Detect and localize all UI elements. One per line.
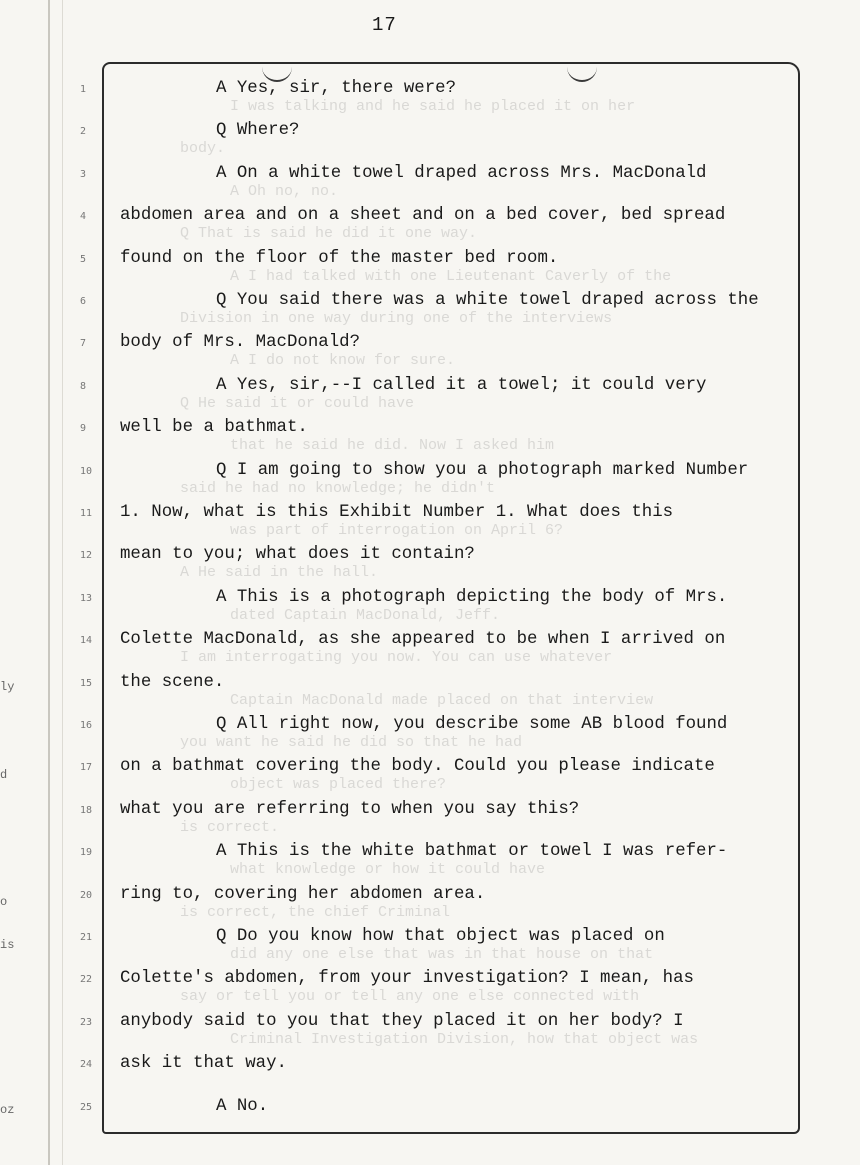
bleed-through-line: A I do not know for sure. xyxy=(230,352,456,370)
transcript-line: ask it that way. xyxy=(120,1054,287,1074)
bleed-through-line: said he had no knowledge; he didn't xyxy=(180,479,496,497)
line-number: 23 xyxy=(80,1016,93,1028)
transcript-line: abdomen area and on a sheet and on a bed cover, bed spread xyxy=(120,206,726,226)
bleed-through-line: dated Captain MacDonald, Jeff. xyxy=(230,606,501,624)
line-number: 1 xyxy=(80,84,87,95)
line-number: 21 xyxy=(80,932,93,943)
margin-mark: ly xyxy=(0,680,15,694)
transcript-line: Q Where? xyxy=(216,121,300,141)
line-number: 3 xyxy=(80,168,87,180)
transcript-line: Q All right now, you describe some AB blood found xyxy=(216,715,728,734)
margin-mark: oz xyxy=(0,1103,15,1117)
binding-line xyxy=(48,0,50,1165)
line-number: 18 xyxy=(80,804,93,816)
line-number: 5 xyxy=(80,253,87,265)
bleed-through-line: Division in one way during one of the interviews xyxy=(180,310,613,327)
transcript-line: A Yes, sir, there were? xyxy=(216,79,457,98)
transcript-line: Q You said there was a white towel draped across the xyxy=(216,291,759,310)
line-number: 14 xyxy=(80,635,93,647)
transcript-line: what you are referring to when you say this? xyxy=(120,799,580,819)
line-number: 24 xyxy=(80,1059,93,1071)
transcript-line: A No. xyxy=(216,1096,269,1116)
line-number: 13 xyxy=(80,592,93,604)
line-number: 20 xyxy=(80,889,93,901)
transcript-line: Q I am going to show you a photograph marked Number xyxy=(216,460,749,480)
bleed-through-line: A He said in the hall. xyxy=(180,564,379,582)
transcript-line: well be a bathmat. xyxy=(120,418,308,438)
bleed-through-line: that he said he did. Now I asked him xyxy=(230,437,555,455)
transcript-line: 1. Now, what is this Exhibit Number 1. What does this xyxy=(120,503,674,522)
line-number: 12 xyxy=(80,550,93,562)
line-number: 11 xyxy=(80,508,93,519)
transcript-line: A This is the white bathmat or towel I was refer- xyxy=(216,842,728,862)
line-number: 15 xyxy=(80,677,93,689)
transcript-line: found on the floor of the master bed room. xyxy=(120,248,559,268)
bleed-through-line: is correct. xyxy=(180,818,280,836)
transcript-line: A This is a photograph depicting the body of Mrs. xyxy=(216,587,728,607)
bleed-through-line: was part of interrogation on April 6? xyxy=(230,522,564,539)
bleed-through-line: body. xyxy=(180,140,226,158)
line-number: 8 xyxy=(80,380,87,392)
transcript-line: body of Mrs. MacDonald? xyxy=(120,333,361,353)
line-number: 9 xyxy=(80,423,87,435)
bleed-through-line: I am interrogating you now. You can use whatever xyxy=(180,649,613,667)
line-number: 7 xyxy=(80,338,87,350)
transcript-line: A On a white towel draped across Mrs. MacDonald xyxy=(216,163,707,183)
line-number: 4 xyxy=(80,211,87,223)
bleed-through-line: A I had talked with one Lieutenant Caverly of the xyxy=(230,267,672,285)
bleed-through-line: you want he said he did so that he had xyxy=(180,734,523,751)
bleed-through-line: Criminal Investigation Division, how that object was xyxy=(230,1030,699,1048)
bleed-through-line: object was placed there? xyxy=(230,776,447,794)
line-number: 22 xyxy=(80,974,93,986)
transcript-line: ring to, covering her abdomen area. xyxy=(120,884,486,904)
bleed-through-line: Q He said it or could have xyxy=(180,394,415,412)
transcript-line: the scene. xyxy=(120,672,225,692)
line-number: 2 xyxy=(80,126,87,138)
line-number: 6 xyxy=(80,296,87,307)
bleed-through-line: I was talking and he said he placed it on her xyxy=(230,98,636,115)
transcript-line: A Yes, sir,--I called it a towel; it could very xyxy=(216,375,707,395)
margin-mark: is xyxy=(0,938,15,952)
transcript-line: anybody said to you that they placed it on her body? I xyxy=(120,1011,684,1031)
transcript-line: Q Do you know how that object was placed on xyxy=(216,927,665,946)
bleed-through-line: what knowledge or how it could have xyxy=(230,861,546,879)
margin-mark: d xyxy=(0,768,8,782)
binding-line xyxy=(62,0,63,1165)
line-number: 17 xyxy=(80,762,93,774)
line-number: 25 xyxy=(80,1101,93,1113)
margin-mark: o xyxy=(0,895,8,909)
bleed-through-line: is correct, the chief Criminal xyxy=(180,903,451,921)
line-number: 16 xyxy=(80,720,93,731)
line-number: 10 xyxy=(80,465,93,477)
line-number: 19 xyxy=(80,847,93,859)
bleed-through-line: A Oh no, no. xyxy=(230,182,339,200)
bleed-through-line: Q That is said he did it one way. xyxy=(180,225,478,243)
bleed-through-line: Captain MacDonald made placed on that interview xyxy=(230,691,654,709)
transcript-line: on a bathmat covering the body. Could you please indicate xyxy=(120,757,715,777)
page-number: 17 xyxy=(372,14,397,36)
transcript-line: Colette's abdomen, from your investigation? I mean, has xyxy=(120,969,694,989)
bleed-through-line: say or tell you or tell any one else connected with xyxy=(180,988,640,1006)
transcript-line: Colette MacDonald, as she appeared to be when I arrived on xyxy=(120,630,726,650)
bleed-through-line: did any one else that was in that house on that xyxy=(230,946,654,963)
transcript-line: mean to you; what does it contain? xyxy=(120,545,475,565)
